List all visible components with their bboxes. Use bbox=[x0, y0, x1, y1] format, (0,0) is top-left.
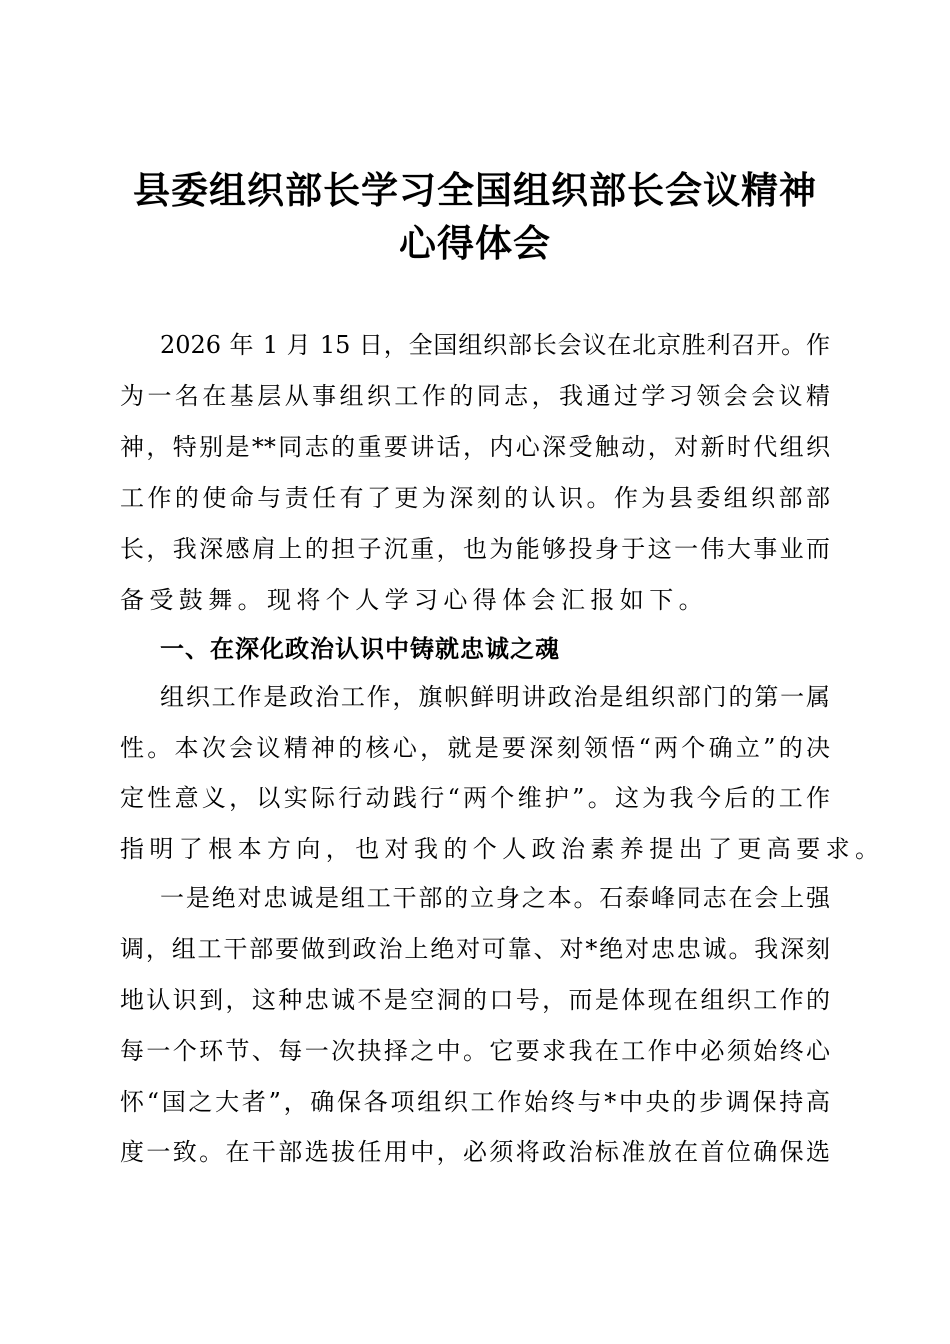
text-line: 度一致。在干部选拔任用中，必须将政治标准放在首位确保选 bbox=[120, 1138, 830, 1166]
text-line: 为一名在基层从事组织工作的同志，我通过学习领会会议精 bbox=[120, 382, 830, 410]
text-line: 组织工作是政治工作，旗帜鲜明讲政治是组织部门的第一属 bbox=[160, 683, 830, 711]
text-line: 每一个环节、每一次抉择之中。它要求我在工作中必须始终心 bbox=[120, 1037, 830, 1065]
text-line: 一是绝对忠诚是组工干部的立身之本。石泰峰同志在会上强 bbox=[160, 884, 830, 912]
text-line: 性。本次会议精神的核心，就是要深刻领悟“两个确立”的决 bbox=[120, 734, 830, 762]
text-line: 怀“国之大者”，确保各项组织工作始终与*中央的步调保持高 bbox=[120, 1088, 830, 1116]
text-line: 调，组工干部要做到政治上绝对可靠、对*绝对忠忠诚。我深刻 bbox=[120, 935, 830, 963]
document-title-line-1: 县委组织部长学习全国组织部长会议精神 bbox=[133, 168, 817, 212]
text-line: 长，我深感肩上的担子沉重，也为能够投身于这一伟大事业而 bbox=[120, 535, 830, 563]
text-line: 地认识到，这种忠诚不是空洞的口号，而是体现在组织工作的 bbox=[120, 986, 830, 1014]
text-line: 工作的使命与责任有了更为深刻的认识。作为县委组织部部 bbox=[120, 484, 830, 512]
text-line: 2026 年 1 月 15 日，全国组织部长会议在北京胜利召开。作 bbox=[160, 331, 830, 359]
document-title-line-2: 心得体会 bbox=[399, 221, 551, 265]
text-line: 备受鼓舞。现将个人学习心得体会汇报如下。 bbox=[120, 586, 708, 614]
text-line: 定性意义，以实际行动践行“两个维护”。这为我今后的工作 bbox=[120, 784, 830, 812]
section-heading: 一、在深化政治认识中铸就忠诚之魂 bbox=[160, 634, 560, 663]
text-line: 神，特别是**同志的重要讲话，内心深受触动，对新时代组织 bbox=[120, 433, 830, 461]
text-line: 指明了根本方向，也对我的个人政治素养提出了更高要求。 bbox=[120, 835, 885, 863]
